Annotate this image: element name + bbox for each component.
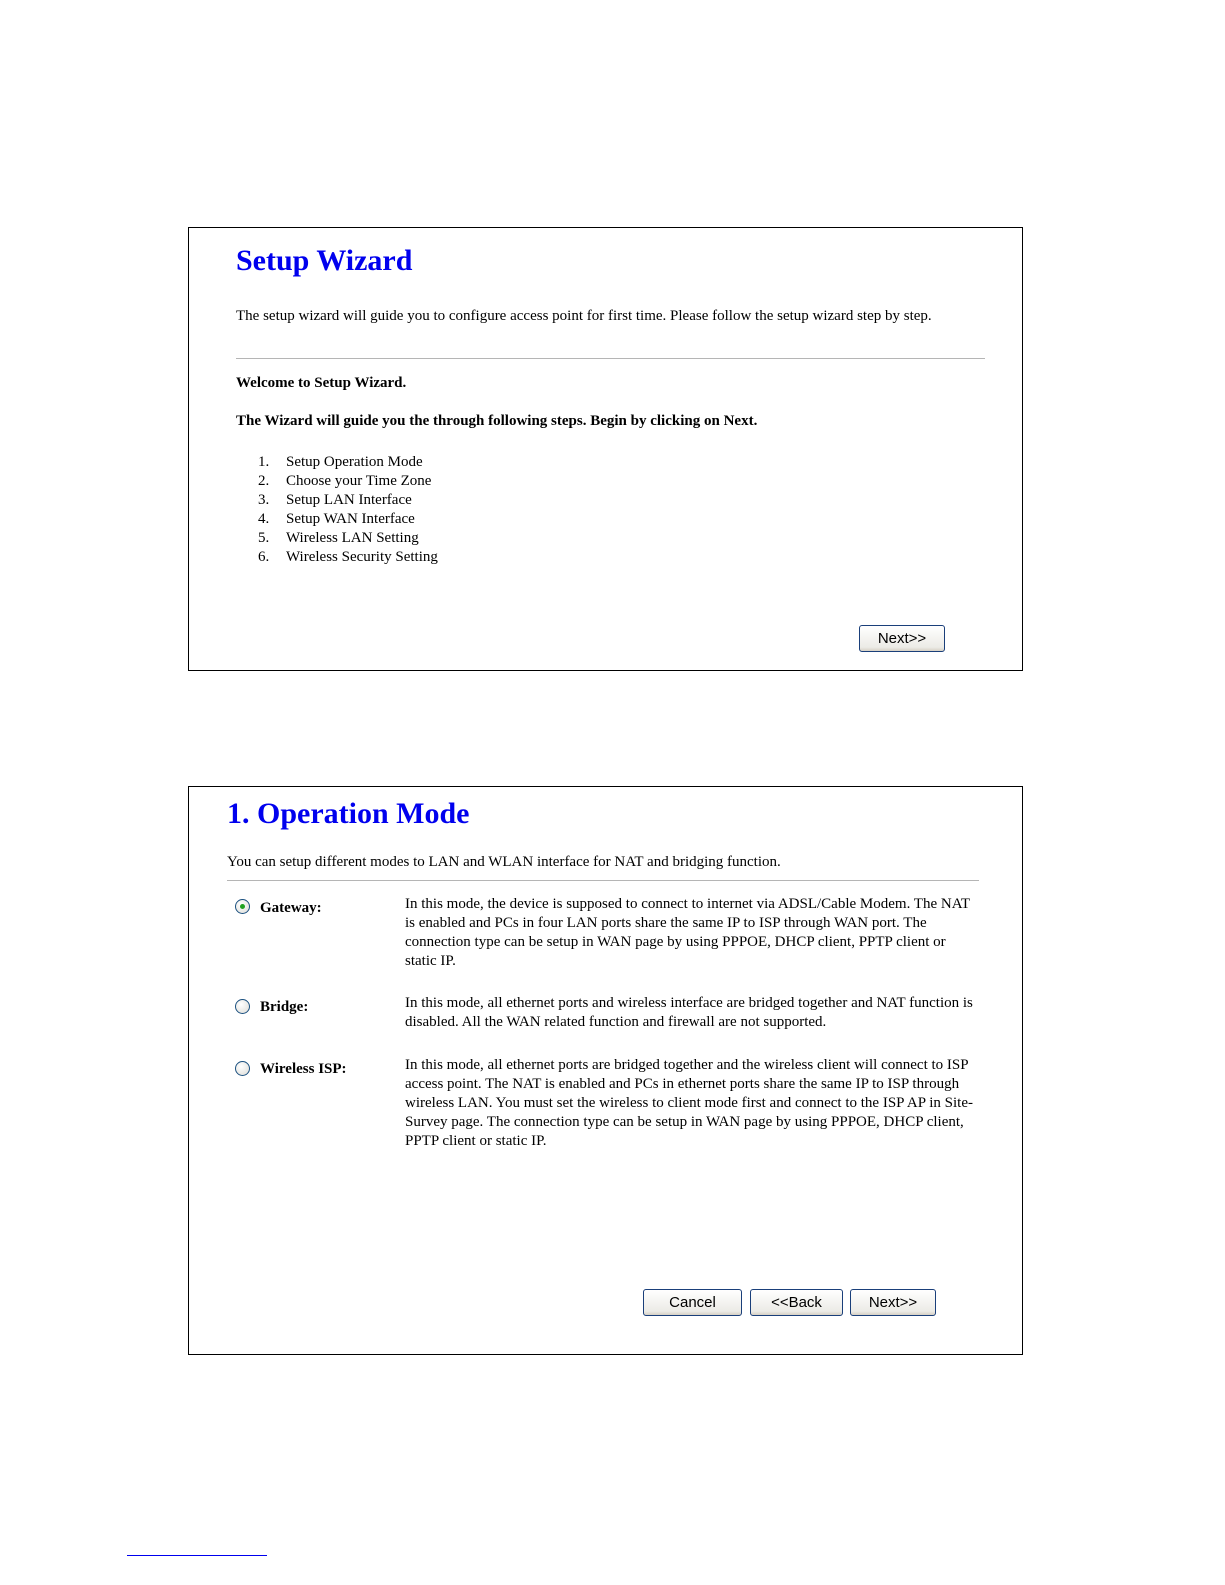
guide-text: The Wizard will guide you the through following steps. Begin by clicking on Next. [236, 413, 758, 429]
setup-wizard-panel [188, 227, 1023, 671]
list-item [258, 453, 438, 472]
next-button[interactable]: Next>> [850, 1289, 936, 1316]
radio-unchecked-icon [235, 999, 250, 1014]
steps-list [258, 453, 438, 567]
step-label: Wireless LAN Setting [286, 530, 419, 546]
step-label: Setup LAN Interface [286, 492, 412, 508]
welcome-text: Welcome to Setup Wizard. [236, 375, 407, 391]
bridge-label: Bridge: [260, 999, 309, 1015]
list-item [258, 472, 438, 491]
footnote-separator [127, 1555, 267, 1556]
list-item [258, 529, 438, 548]
radio-unchecked-icon [235, 1061, 250, 1076]
step-label: Wireless Security Setting [286, 549, 438, 565]
bridge-description: In this mode, all ethernet ports and wireless interface are bridged together and NAT function is disabled. All the WAN related function and firewall are not supported. [405, 995, 973, 1030]
step-number: 4. [258, 511, 270, 527]
list-item [258, 510, 438, 529]
page-title: Setup Wizard [236, 244, 413, 277]
wireless-isp-radio[interactable] [235, 1061, 251, 1077]
step-label: Setup Operation Mode [286, 454, 423, 470]
step-number: 5. [258, 530, 270, 546]
step-number: 3. [258, 492, 270, 508]
step-label: Setup WAN Interface [286, 511, 415, 527]
divider [227, 880, 979, 881]
page-title: 1. Operation Mode [227, 797, 470, 830]
step-label: Choose your Time Zone [286, 473, 432, 489]
list-item [258, 548, 438, 567]
operation-mode-intro-text: You can setup different modes to LAN and WLAN interface for NAT and bridging function. [227, 854, 781, 870]
wireless-isp-label: Wireless ISP: [260, 1061, 347, 1077]
bridge-radio[interactable] [235, 999, 251, 1015]
next-button[interactable]: Next>> [859, 625, 945, 652]
back-button[interactable]: <<Back [750, 1289, 843, 1316]
step-number: 6. [258, 549, 270, 565]
radio-checked-icon [235, 899, 250, 914]
wireless-isp-description: In this mode, all ethernet ports are bridged together and the wireless client will connect to ISP access point. The NAT is enabled and PCs in ethernet ports share the same IP to ISP through wireless LAN. You must set the wireless to client mode first and connect to the ISP AP in Site-Survey page. The connection type can be setup in WAN page by using PPPOE, DHCP client, PPTP client or static IP. [405, 1057, 973, 1149]
operation-mode-panel [188, 786, 1023, 1355]
list-item [258, 491, 438, 510]
gateway-description: In this mode, the device is supposed to connect to internet via ADSL/Cable Modem. The NAT is enabled and PCs in four LAN ports share the same IP to ISP through WAN port. The connection type can be setup in WAN page by using PPPOE, DHCP client, PPTP client or static IP. [405, 896, 970, 969]
divider [236, 358, 985, 359]
step-number: 1. [258, 454, 270, 470]
gateway-radio[interactable] [235, 899, 251, 915]
cancel-button[interactable]: Cancel [643, 1289, 742, 1316]
wizard-intro-text: The setup wizard will guide you to configure access point for first time. Please follow the setup wizard step by step. [236, 308, 932, 324]
gateway-label: Gateway: [260, 900, 322, 916]
step-number: 2. [258, 473, 270, 489]
